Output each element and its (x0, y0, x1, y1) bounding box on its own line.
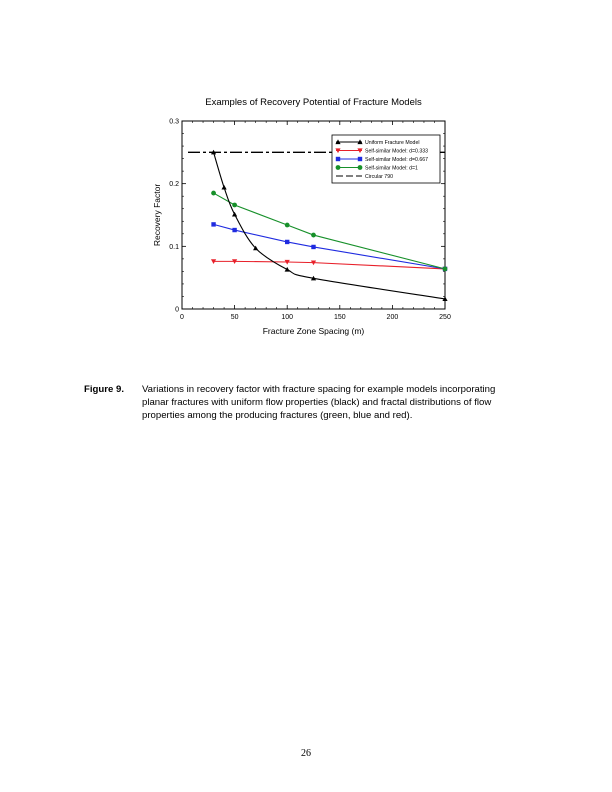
legend-marker (336, 165, 341, 170)
data-point-self-similar-model-d-1 (443, 266, 448, 271)
data-point-self-similar-model-d-1 (232, 203, 237, 208)
x-axis-label: Fracture Zone Spacing (m) (262, 326, 365, 336)
y-axis-label: Recovery Factor (152, 183, 162, 247)
x-tick-label: 0 (180, 314, 184, 321)
x-tick-label: 200 (386, 314, 399, 321)
data-point-uniform-fracture-model (221, 185, 226, 190)
legend-label: Self-similar Model: d=0.333 (365, 148, 428, 155)
page-number: 26 (301, 748, 311, 759)
legend-label: Circular 790 (365, 174, 393, 180)
y-tick-label: 0.1 (169, 243, 179, 251)
data-point-self-similar-model-d-1 (285, 223, 290, 228)
legend-label: Self-similar Model: d=0.667 (365, 157, 428, 163)
data-point-self-similar-model-d-0-667 (285, 240, 289, 244)
data-point-self-similar-model-d-0-667 (232, 228, 236, 232)
data-point-self-similar-model-d-0-667 (311, 245, 315, 249)
figure-caption (84, 383, 504, 422)
legend-marker (358, 165, 363, 170)
y-tick-label: 0.3 (169, 118, 179, 126)
series-line-self-similar-model-d-1 (214, 193, 445, 269)
figure-9-chart (140, 90, 460, 350)
y-tick-label: 0 (175, 306, 179, 314)
series-line-self-similar-model-d-0-667 (214, 224, 445, 268)
x-tick-label: 100 (281, 314, 294, 321)
data-point-self-similar-model-d-0-667 (211, 222, 215, 226)
legend-label: Uniform Fracture Model (365, 140, 420, 146)
legend-label: Self-similar Model: d=1 (365, 165, 418, 172)
chart-title: Examples of Recovery Potential of Fracture Models (205, 97, 422, 108)
caption-label: Figure 9. (84, 384, 124, 395)
legend-marker (336, 157, 340, 161)
x-tick-label: 150 (333, 314, 346, 321)
series-line-self-similar-model-d-0-333 (214, 261, 445, 269)
x-tick-label: 250 (439, 314, 451, 321)
chart-svg (140, 90, 460, 350)
data-point-uniform-fracture-model (232, 212, 237, 217)
data-point-uniform-fracture-model (285, 267, 290, 272)
caption-text: Variations in recovery factor with fracture spacing for example models incorporating planar fractures with uniform flow properties (black) and fractal distributions of flow properties among the producing fractures (green, blue and red). (142, 384, 496, 421)
y-tick-label: 0.2 (169, 181, 179, 189)
x-tick-label: 50 (230, 314, 239, 321)
data-point-self-similar-model-d-1 (211, 191, 216, 196)
data-point-self-similar-model-d-1 (311, 233, 316, 238)
legend-marker (358, 157, 362, 161)
